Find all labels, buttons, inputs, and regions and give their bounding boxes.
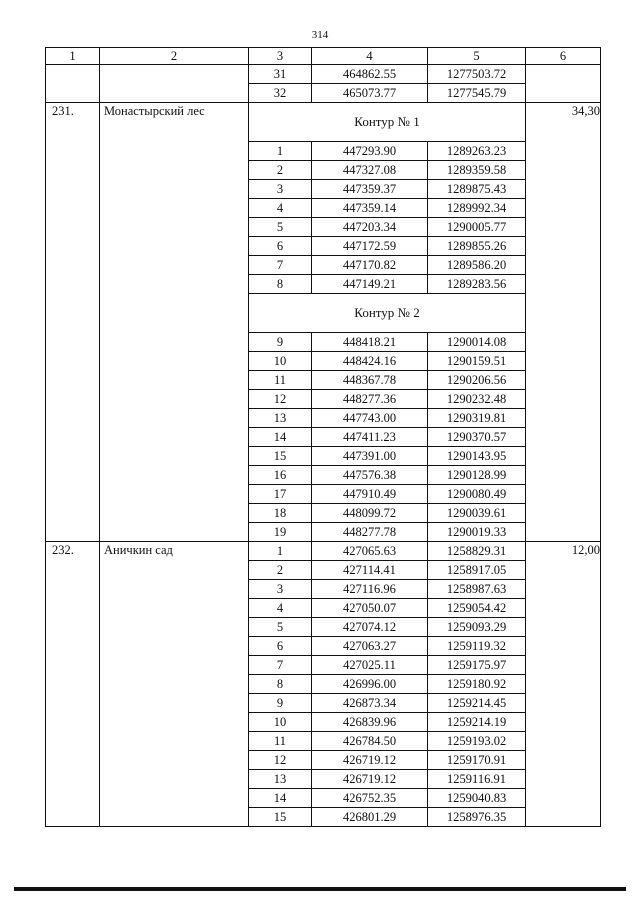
- coordinate-x: 426719.12: [312, 770, 428, 789]
- coordinate-x: 447576.38: [312, 466, 428, 485]
- coordinate-y: 1289586.20: [428, 256, 526, 275]
- entry-number-cell: [46, 65, 100, 103]
- coordinate-x: 448424.16: [312, 352, 428, 371]
- entry-name: Монастырский лес: [100, 103, 249, 542]
- point-number: 7: [249, 256, 312, 275]
- coordinate-y: 1259193.02: [428, 732, 526, 751]
- coordinate-y: 1259093.29: [428, 618, 526, 637]
- point-number: 11: [249, 371, 312, 390]
- coordinate-y: 1258829.31: [428, 542, 526, 561]
- point-number: 6: [249, 637, 312, 656]
- point-number: 8: [249, 675, 312, 694]
- header-col-3: 3: [249, 48, 312, 65]
- point-number: 7: [249, 656, 312, 675]
- point-number: 1: [249, 142, 312, 161]
- coordinate-x: 426752.35: [312, 789, 428, 808]
- coordinate-y: 1290019.33: [428, 523, 526, 542]
- header-col-5: 5: [428, 48, 526, 65]
- coordinate-x: 448277.78: [312, 523, 428, 542]
- coordinate-x: 426784.50: [312, 732, 428, 751]
- coordinate-y: 1258917.05: [428, 561, 526, 580]
- point-number: 31: [249, 65, 312, 84]
- coordinate-y: 1289875.43: [428, 180, 526, 199]
- point-number: 15: [249, 808, 312, 827]
- coordinate-x: 448099.72: [312, 504, 428, 523]
- coordinate-x: 427116.96: [312, 580, 428, 599]
- point-number: 18: [249, 504, 312, 523]
- bottom-rule: [14, 887, 626, 891]
- coordinate-y: 1277503.72: [428, 65, 526, 84]
- coordinate-y: 1289855.26: [428, 237, 526, 256]
- coordinate-y: 1259040.83: [428, 789, 526, 808]
- coordinate-x: 427065.63: [312, 542, 428, 561]
- point-number: 3: [249, 580, 312, 599]
- coordinate-x: 426873.34: [312, 694, 428, 713]
- coordinate-y: 1259054.42: [428, 599, 526, 618]
- coordinate-y: 1259170.91: [428, 751, 526, 770]
- point-number: 8: [249, 275, 312, 294]
- coordinate-y: 1259214.45: [428, 694, 526, 713]
- coordinate-y: 1290143.95: [428, 447, 526, 466]
- point-number: 9: [249, 333, 312, 352]
- coordinate-y: 1277545.79: [428, 84, 526, 103]
- coordinates-table-body: [46, 48, 601, 827]
- point-number: 12: [249, 751, 312, 770]
- point-number: 15: [249, 447, 312, 466]
- coordinate-x: 447172.59: [312, 237, 428, 256]
- coordinate-y: 1259180.92: [428, 675, 526, 694]
- coordinate-x: 447327.08: [312, 161, 428, 180]
- coordinate-y: 1290159.51: [428, 352, 526, 371]
- coordinate-x: 447743.00: [312, 409, 428, 428]
- point-number: 14: [249, 789, 312, 808]
- coordinate-y: 1290206.56: [428, 371, 526, 390]
- coordinate-x: 447149.21: [312, 275, 428, 294]
- coordinate-y: 1289359.58: [428, 161, 526, 180]
- coordinate-x: 447411.23: [312, 428, 428, 447]
- coordinate-x: 427050.07: [312, 599, 428, 618]
- point-number: 4: [249, 199, 312, 218]
- table-row: [46, 542, 601, 561]
- coordinate-x: 448418.21: [312, 333, 428, 352]
- entry-number: 232.: [46, 542, 100, 827]
- coordinate-y: 1290014.08: [428, 333, 526, 352]
- header-col-6: 6: [526, 48, 601, 65]
- point-number: 13: [249, 409, 312, 428]
- point-number: 5: [249, 618, 312, 637]
- coordinate-x: 427025.11: [312, 656, 428, 675]
- point-number: 12: [249, 390, 312, 409]
- coordinate-y: 1289283.56: [428, 275, 526, 294]
- coordinate-x: 447203.34: [312, 218, 428, 237]
- coordinate-y: 1290128.99: [428, 466, 526, 485]
- point-number: 19: [249, 523, 312, 542]
- point-number: 13: [249, 770, 312, 789]
- page-number: 314: [311, 29, 329, 41]
- table-row: [46, 65, 601, 84]
- header-col-4: 4: [312, 48, 428, 65]
- coordinate-y: 1290319.81: [428, 409, 526, 428]
- header-col-2: 2: [100, 48, 249, 65]
- coordinate-y: 1290370.57: [428, 428, 526, 447]
- coordinate-x: 426996.00: [312, 675, 428, 694]
- coordinate-x: 426839.96: [312, 713, 428, 732]
- coordinate-y: 1258987.63: [428, 580, 526, 599]
- coordinate-x: 427074.12: [312, 618, 428, 637]
- point-number: 6: [249, 237, 312, 256]
- coordinate-x: 426719.12: [312, 751, 428, 770]
- point-number: 9: [249, 694, 312, 713]
- coordinate-y: 1259116.91: [428, 770, 526, 789]
- coordinate-x: 448277.36: [312, 390, 428, 409]
- coordinate-x: 448367.78: [312, 371, 428, 390]
- point-number: 32: [249, 84, 312, 103]
- header-row: [46, 48, 601, 65]
- coordinate-y: 1290005.77: [428, 218, 526, 237]
- point-number: 11: [249, 732, 312, 751]
- coordinate-x: 447293.90: [312, 142, 428, 161]
- area-cell: [526, 65, 601, 103]
- point-number: 5: [249, 218, 312, 237]
- point-number: 10: [249, 713, 312, 732]
- header-col-1: 1: [46, 48, 100, 65]
- coordinate-x: 464862.55: [312, 65, 428, 84]
- coordinates-table: [45, 47, 601, 827]
- coordinate-y: 1290232.48: [428, 390, 526, 409]
- point-number: 4: [249, 599, 312, 618]
- coordinate-y: 1290039.61: [428, 504, 526, 523]
- point-number: 16: [249, 466, 312, 485]
- entry-name: Аничкин сад: [100, 542, 249, 827]
- entry-number: 231.: [46, 103, 100, 542]
- point-number: 1: [249, 542, 312, 561]
- point-number: 14: [249, 428, 312, 447]
- entry-name-cell: [100, 65, 249, 103]
- contour-title: Контур № 1: [249, 103, 526, 142]
- coordinate-y: 1258976.35: [428, 808, 526, 827]
- point-number: 10: [249, 352, 312, 371]
- point-number: 3: [249, 180, 312, 199]
- coordinate-x: 447910.49: [312, 485, 428, 504]
- coordinate-x: 447359.14: [312, 199, 428, 218]
- coordinate-y: 1290080.49: [428, 485, 526, 504]
- coordinate-x: 447170.82: [312, 256, 428, 275]
- coordinate-x: 465073.77: [312, 84, 428, 103]
- coordinate-y: 1289992.34: [428, 199, 526, 218]
- coordinate-x: 447391.00: [312, 447, 428, 466]
- contour-title: Контур № 2: [249, 294, 526, 333]
- coordinate-y: 1259214.19: [428, 713, 526, 732]
- coordinate-x: 426801.29: [312, 808, 428, 827]
- entry-area: 12,00: [526, 542, 601, 827]
- coordinate-y: 1259175.97: [428, 656, 526, 675]
- point-number: 17: [249, 485, 312, 504]
- entry-area: 34,30: [526, 103, 601, 542]
- coordinate-x: 447359.37: [312, 180, 428, 199]
- point-number: 2: [249, 561, 312, 580]
- coordinate-x: 427063.27: [312, 637, 428, 656]
- coordinate-x: 427114.41: [312, 561, 428, 580]
- coordinate-y: 1289263.23: [428, 142, 526, 161]
- contour-title-row: [46, 103, 601, 142]
- coordinate-y: 1259119.32: [428, 637, 526, 656]
- point-number: 2: [249, 161, 312, 180]
